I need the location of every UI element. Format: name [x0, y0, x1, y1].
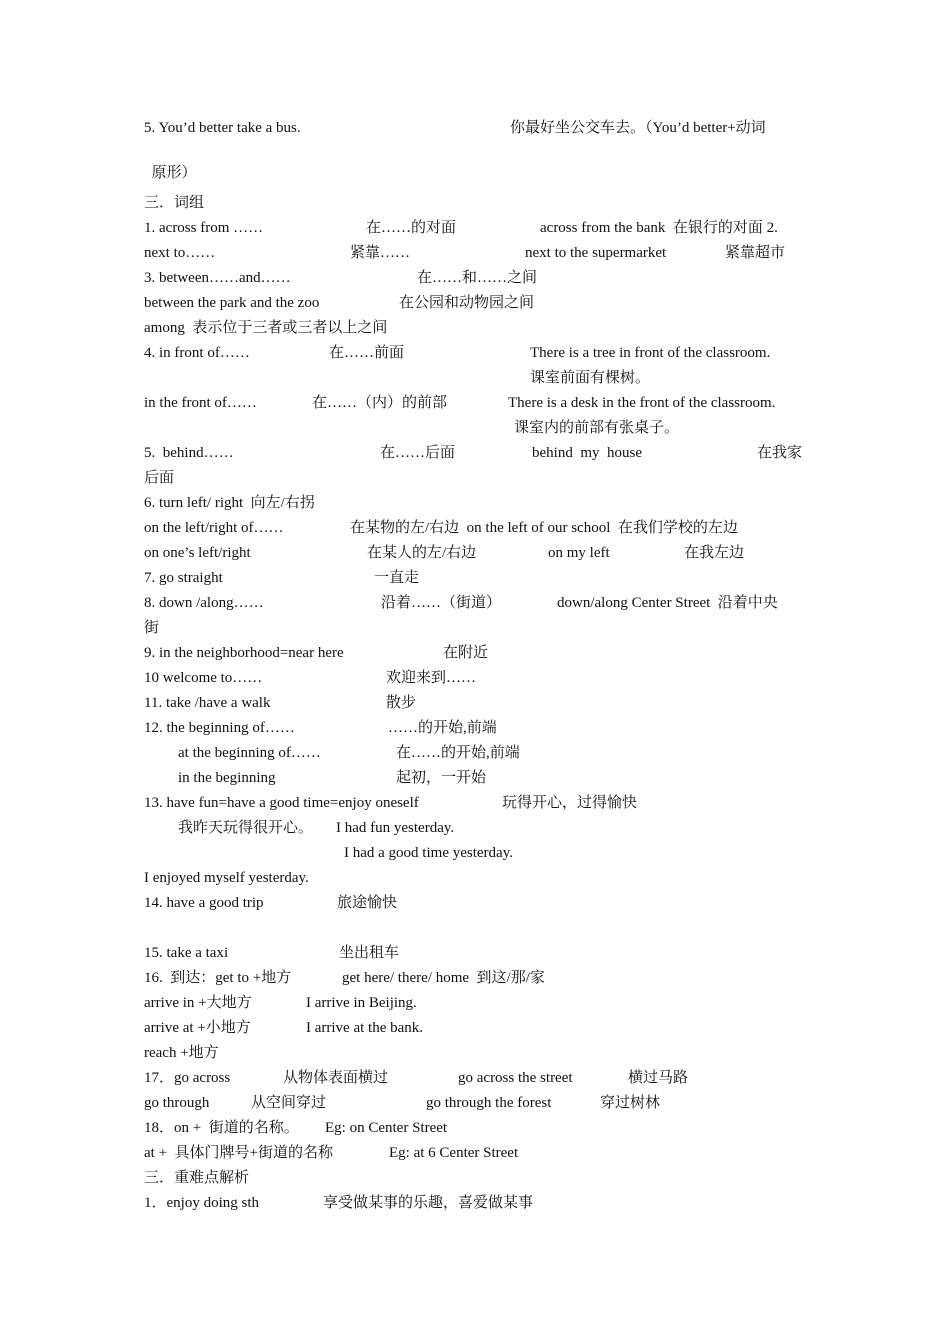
phrase-4-example-translation: 课室前面有棵树。 [530, 370, 651, 386]
phrase-12-english: 12. the beginning of…… [144, 720, 295, 736]
phrase-4b-example-translation: 课室内的前部有张桌子。 [514, 420, 680, 436]
phrase-18b [144, 1143, 814, 1163]
phrase-7-chinese: 一直走 [374, 570, 420, 586]
phrase-16-arrive-at-label: arrive at +小地方 [144, 1020, 251, 1036]
phrase-6c-chinese: 在某人的左/右边 [367, 545, 477, 561]
phrase-12b-english: at the beginning of…… [178, 745, 321, 761]
phrase-16-arrive-at-example: I arrive at the bank. [306, 1020, 424, 1036]
phrase-4-example: There is a tree in front of the classroom. [530, 345, 771, 361]
phrase-11 [144, 693, 814, 713]
phrase-14 [144, 893, 814, 913]
sentence-5 [144, 118, 814, 138]
phrase-2-example-chinese: 紧靠超市 [725, 245, 786, 261]
phrase-6b [144, 518, 814, 538]
phrase-3-among: among 表示位于三者或三者以上之间 [144, 320, 388, 336]
phrase-5-english: 5. behind…… [144, 445, 234, 461]
phrase-7 [144, 568, 814, 588]
phrase-18 [144, 1118, 814, 1138]
phrase-2-english: next to…… [144, 245, 216, 261]
phrase-4b [144, 393, 814, 413]
phrase-11-chinese: 散步 [386, 695, 417, 711]
phrase-4b-english: in the front of…… [144, 395, 257, 411]
phrase-6c-example: on my left [548, 545, 610, 561]
phrase-6c-english: on one’s left/right [144, 545, 251, 561]
phrase-16-arrive-in [144, 993, 814, 1013]
phrase-12b-chinese: 在……的开始,前端 [396, 745, 520, 761]
phrase-10-english: 10 welcome to…… [144, 670, 263, 686]
sentence-5-english: 5. You’d better take a bus. [144, 120, 301, 136]
phrase-9-english: 9. in the neighborhood=near here [144, 645, 344, 661]
phrase-2-example: next to the supermarket [525, 245, 667, 261]
phrase-15 [144, 943, 814, 963]
phrase-17b-example: go through the forest [426, 1095, 552, 1111]
phrase-13 [144, 793, 814, 813]
phrase-6b-chinese: 在某物的左/右边 on the left of our school 在我们学校的左边 [350, 520, 738, 536]
key-points-heading: 三．重难点解析 [144, 1170, 250, 1186]
phrase-6b-english: on the left/right of…… [144, 520, 284, 536]
phrase-4b-example: There is a desk in the front of the classroom. [508, 395, 776, 411]
sentence-5-continuation [144, 143, 197, 183]
phrase-13-example-english-1: I had fun yesterday. [336, 820, 455, 836]
phrase-5 [144, 443, 814, 463]
phrase-9-chinese: 在附近 [443, 645, 489, 661]
phrase-4b-chinese: 在……（内）的前部 [312, 395, 448, 411]
phrase-6c-example-chinese: 在我左边 [684, 545, 745, 561]
phrase-12 [144, 718, 814, 738]
phrases-heading: 三．词组 [144, 195, 205, 211]
key-point-1 [144, 1193, 814, 1213]
phrase-13-example-chinese: 我昨天玩得很开心。 [178, 820, 314, 836]
phrase-3-example-chinese: 在公园和动物园之间 [399, 295, 535, 311]
phrase-2-chinese: 紧靠…… [350, 245, 411, 261]
key-point-1-english: 1．enjoy doing sth [144, 1195, 259, 1211]
phrase-6: 6. turn left/ right 向左/右拐 [144, 495, 315, 511]
phrase-17-english: 17．go across [144, 1070, 231, 1086]
phrase-15-chinese: 坐出租车 [339, 945, 400, 961]
phrase-15-english: 15. take a taxi [144, 945, 229, 961]
phrase-6c [144, 543, 814, 563]
phrase-1 [144, 218, 814, 238]
phrase-2 [144, 243, 814, 263]
phrase-1-english: 1. across from …… [144, 220, 264, 236]
phrase-5-example-chinese: 在我家 [757, 445, 803, 461]
phrase-10-chinese: 欢迎来到…… [386, 670, 477, 686]
phrase-16-arrive-at [144, 1018, 814, 1038]
phrase-4-english: 4. in front of…… [144, 345, 250, 361]
phrase-13-example-1 [144, 818, 814, 838]
phrase-9 [144, 643, 814, 663]
phrase-17b [144, 1093, 814, 1113]
phrase-17 [144, 1068, 814, 1088]
phrase-16-arrive-in-example: I arrive in Beijing. [306, 995, 417, 1011]
phrase-17-example-chinese: 横过马路 [628, 1070, 689, 1086]
phrase-3 [144, 268, 814, 288]
phrase-8-example: down/along Center Street 沿着中央 [557, 595, 778, 611]
phrase-13-example-3: I enjoyed myself yesterday. [144, 870, 309, 886]
phrase-10 [144, 668, 814, 688]
phrase-11-english: 11. take /have a walk [144, 695, 271, 711]
phrase-18b-english: at + 具体门牌号+街道的名称 [144, 1145, 333, 1161]
phrase-17b-example-chinese: 穿过树林 [600, 1095, 661, 1111]
phrase-3-english: 3. between……and…… [144, 270, 291, 286]
phrase-4-chinese: 在……前面 [329, 345, 405, 361]
phrase-8-chinese: 沿着……（街道） [381, 595, 502, 611]
phrase-17b-chinese: 从空间穿过 [251, 1095, 327, 1111]
key-point-1-chinese: 享受做某事的乐趣，喜爱做某事 [323, 1195, 534, 1211]
phrase-1-example: across from the bank 在银行的对面 2. [540, 220, 778, 236]
phrase-12c-english: in the beginning [178, 770, 276, 786]
phrase-16-arrive-in-label: arrive in +大地方 [144, 995, 252, 1011]
phrase-8-english: 8. down /along…… [144, 595, 264, 611]
phrase-12-chinese: ……的开始,前端 [388, 720, 497, 736]
phrase-17-chinese: 从物体表面横过 [283, 1070, 389, 1086]
phrase-12c-chinese: 起初，一开始 [396, 770, 487, 786]
phrase-4 [144, 343, 814, 363]
phrase-14-chinese: 旅途愉快 [337, 895, 398, 911]
sentence-5-chinese: 你最好坐公交车去。（You’d better+动词 [510, 120, 766, 136]
phrase-12c [144, 768, 814, 788]
phrase-16 [144, 968, 814, 988]
phrase-1-chinese: 在……的对面 [366, 220, 457, 236]
phrase-5-chinese: 在……后面 [380, 445, 456, 461]
phrase-16-reach: reach +地方 [144, 1045, 219, 1061]
phrase-17b-english: go through [144, 1095, 210, 1111]
phrase-3-chinese: 在……和……之间 [417, 270, 538, 286]
phrase-3-example-english: between the park and the zoo [144, 295, 320, 311]
phrase-8-continuation: 街 [144, 620, 160, 636]
phrase-18b-example: Eg: at 6 Center Street [389, 1145, 519, 1161]
phrase-18-example: Eg: on Center Street [325, 1120, 448, 1136]
phrase-12b [144, 743, 814, 763]
phrase-16-example: get here/ there/ home 到这/那/家 [342, 970, 545, 986]
phrase-5-example: behind my house [532, 445, 642, 461]
phrase-14-english: 14. have a good trip [144, 895, 264, 911]
phrase-13-chinese: 玩得开心，过得愉快 [502, 795, 638, 811]
phrase-13-english: 13. have fun=have a good time=enjoy oneself [144, 795, 419, 811]
phrase-8 [144, 593, 814, 613]
phrase-5-continuation: 后面 [144, 470, 175, 486]
phrase-3-example [144, 293, 814, 313]
phrase-18-english: 18．on + 街道的名称。 [144, 1120, 299, 1136]
phrase-17-example: go across the street [458, 1070, 573, 1086]
phrase-7-english: 7. go straight [144, 570, 223, 586]
sentence-5-chinese-cont: 原形） [151, 165, 197, 181]
phrase-16-english: 16. 到达：get to +地方 [144, 970, 292, 986]
phrase-13-example-2: I had a good time yesterday. [344, 845, 513, 861]
